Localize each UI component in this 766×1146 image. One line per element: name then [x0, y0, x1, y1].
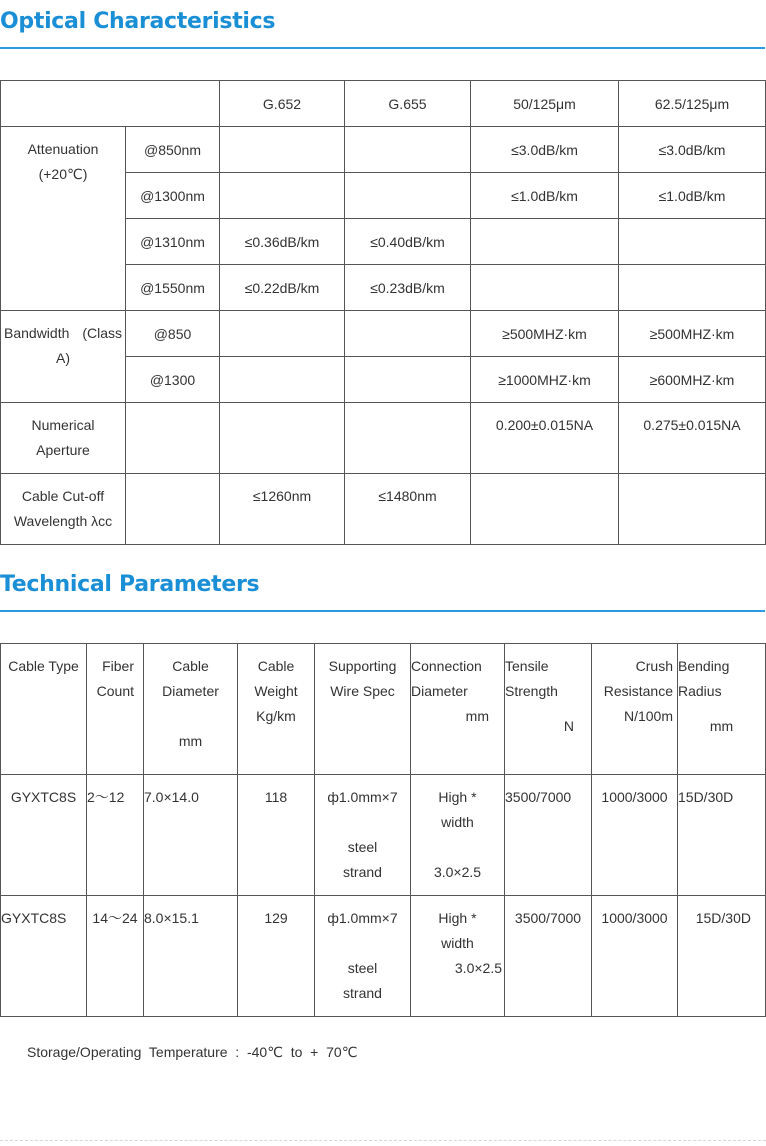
cable-diameter-cell: 8.0×15.1 [144, 896, 238, 1017]
header-crush-resistance: Crush Resistance N/100m [592, 644, 678, 775]
header-bending-radius-text: Bending Radius [678, 658, 730, 699]
mm50-cell: 0.200±0.015NA [471, 403, 619, 474]
mm62-cell: ≤1.0dB/km [619, 173, 766, 219]
attenuation-label-line2: (+20℃) [38, 166, 88, 182]
connection-diameter-cell [411, 896, 505, 1017]
cable-type-cell: GYXTC8S [1, 896, 87, 1017]
numerical-aperture-label [1, 403, 126, 474]
connection-diameter-label: High * width [438, 789, 477, 830]
storage-temperature-note: Storage/Operating Temperature : -40℃ to + 70℃ [27, 1044, 358, 1060]
wavelength-cell: @1310nm [126, 219, 220, 265]
g652-cell: ≤0.22dB/km [220, 265, 345, 311]
supporting-wire-cell [315, 896, 411, 1017]
supporting-wire-spec: ф1.0mm×7 [327, 789, 398, 805]
header-supporting-wire: Supporting Wire Spec [315, 644, 411, 775]
connection-diameter-cell [411, 775, 505, 896]
crush-resistance-cell: 1000/3000 [592, 775, 678, 896]
title-underline [0, 47, 765, 49]
bandwidth-label: Bandwidth (Class A) [1, 311, 126, 403]
wavelength-cell: @850nm [126, 127, 220, 173]
g652-cell [220, 127, 345, 173]
cable-weight-cell: 118 [238, 775, 315, 896]
header-bending-radius-unit: mm [709, 718, 734, 734]
cable-type-cell: GYXTC8S [1, 775, 87, 896]
mm62-cell: ≥500MHZ·km [619, 311, 766, 357]
technical-parameters-title: Technical Parameters [0, 572, 260, 597]
g652-cell: ≤0.36dB/km [220, 219, 345, 265]
g655-cell [345, 311, 471, 357]
supporting-wire-material: steel strand [343, 960, 382, 1001]
g655-cell [345, 127, 471, 173]
attenuation-row-850 [1, 127, 766, 173]
header-tensile-strength [505, 644, 592, 775]
cable-weight-cell: 129 [238, 896, 315, 1017]
attenuation-label [1, 127, 126, 311]
mm50-cell [471, 219, 619, 265]
header-cable-type: Cable Type [1, 644, 87, 775]
g655-cell: ≤0.23dB/km [345, 265, 471, 311]
header-connection-diameter [411, 644, 505, 775]
attenuation-label-line1: Attenuation [27, 141, 99, 157]
cutoff-label-line2: Wavelength λcc [13, 513, 113, 529]
numerical-aperture-row [1, 403, 766, 474]
tensile-strength-cell: 3500/7000 [505, 896, 592, 1017]
cutoff-label-line1: Cable Cut-off [21, 488, 105, 504]
supporting-wire-material: steel strand [343, 839, 382, 880]
g652-cell [220, 403, 345, 474]
header-50-125: 50/125μm [471, 81, 619, 127]
header-62-125: 62.5/125μm [619, 81, 766, 127]
mm62-cell: ≤3.0dB/km [619, 127, 766, 173]
header-g655: G.655 [345, 81, 471, 127]
header-cable-weight: Cable Weight Kg/km [238, 644, 315, 775]
header-bending-radius [678, 644, 766, 775]
fiber-count-cell: 14～24 [87, 896, 144, 1017]
wavelength-cell: @1300nm [126, 173, 220, 219]
dashed-divider [0, 1140, 766, 1141]
g655-cell [345, 403, 471, 474]
g655-cell: ≤0.40dB/km [345, 219, 471, 265]
header-fiber-count: Fiber Count [87, 644, 144, 775]
connection-diameter-value: 3.0×2.5 [454, 960, 502, 976]
mm62-cell: 0.275±0.015NA [619, 403, 766, 474]
g652-cell [220, 357, 345, 403]
mm62-cell [619, 474, 766, 545]
g655-cell: ≤1480nm [345, 474, 471, 545]
header-g652: G.652 [220, 81, 345, 127]
connection-diameter-label: High * width [438, 910, 477, 951]
supporting-wire-spec: ф1.0mm×7 [327, 910, 398, 926]
supporting-wire-cell [315, 775, 411, 896]
technical-row-1 [1, 775, 766, 896]
fiber-count-cell: 2～12 [87, 775, 144, 896]
connection-diameter-value: 3.0×2.5 [433, 864, 482, 880]
technical-row-2 [1, 896, 766, 1017]
bending-radius-cell: 15D/30D [678, 896, 766, 1017]
mm62-cell [619, 265, 766, 311]
mm62-cell [619, 219, 766, 265]
numerical-aperture-label-line1: Numerical [31, 417, 95, 433]
wavelength-cell: @850 [126, 311, 220, 357]
mm50-cell: ≤3.0dB/km [471, 127, 619, 173]
g655-cell [345, 173, 471, 219]
header-tensile-strength-unit: N [563, 718, 574, 734]
title-underline [0, 610, 765, 612]
g652-cell [220, 173, 345, 219]
mm50-cell [471, 474, 619, 545]
crush-resistance-cell: 1000/3000 [592, 896, 678, 1017]
g652-cell: ≤1260nm [220, 474, 345, 545]
mm50-cell: ≤1.0dB/km [471, 173, 619, 219]
g652-cell [220, 311, 345, 357]
header-connection-diameter-text: Connection Diameter [411, 658, 482, 699]
header-connection-diameter-unit: mm [465, 708, 489, 724]
g655-cell [345, 357, 471, 403]
bending-radius-cell: 15D/30D [678, 775, 766, 896]
mm50-cell [471, 265, 619, 311]
optical-characteristics-table [0, 80, 766, 545]
tensile-strength-cell: 3500/7000 [505, 775, 592, 896]
wavelength-cell: @1300 [126, 357, 220, 403]
header-tensile-strength-text: Tensile Strength [505, 658, 558, 699]
header-cable-diameter: Cable Diameter mm [144, 644, 238, 775]
optical-header-row [1, 81, 766, 127]
mm50-cell: ≥1000MHZ·km [471, 357, 619, 403]
wavelength-cell [126, 474, 220, 545]
technical-header-row [1, 644, 766, 775]
numerical-aperture-label-line2: Aperture [36, 442, 90, 458]
mm50-cell: ≥500MHZ·km [471, 311, 619, 357]
wavelength-cell [126, 403, 220, 474]
header-empty-cell [1, 81, 220, 127]
cable-diameter-cell: 7.0×14.0 [144, 775, 238, 896]
mm62-cell: ≥600MHZ·km [619, 357, 766, 403]
bandwidth-row-850 [1, 311, 766, 357]
optical-characteristics-title: Optical Characteristics [0, 9, 276, 34]
cutoff-label [1, 474, 126, 545]
cutoff-wavelength-row [1, 474, 766, 545]
wavelength-cell: @1550nm [126, 265, 220, 311]
technical-parameters-table [0, 643, 766, 1017]
